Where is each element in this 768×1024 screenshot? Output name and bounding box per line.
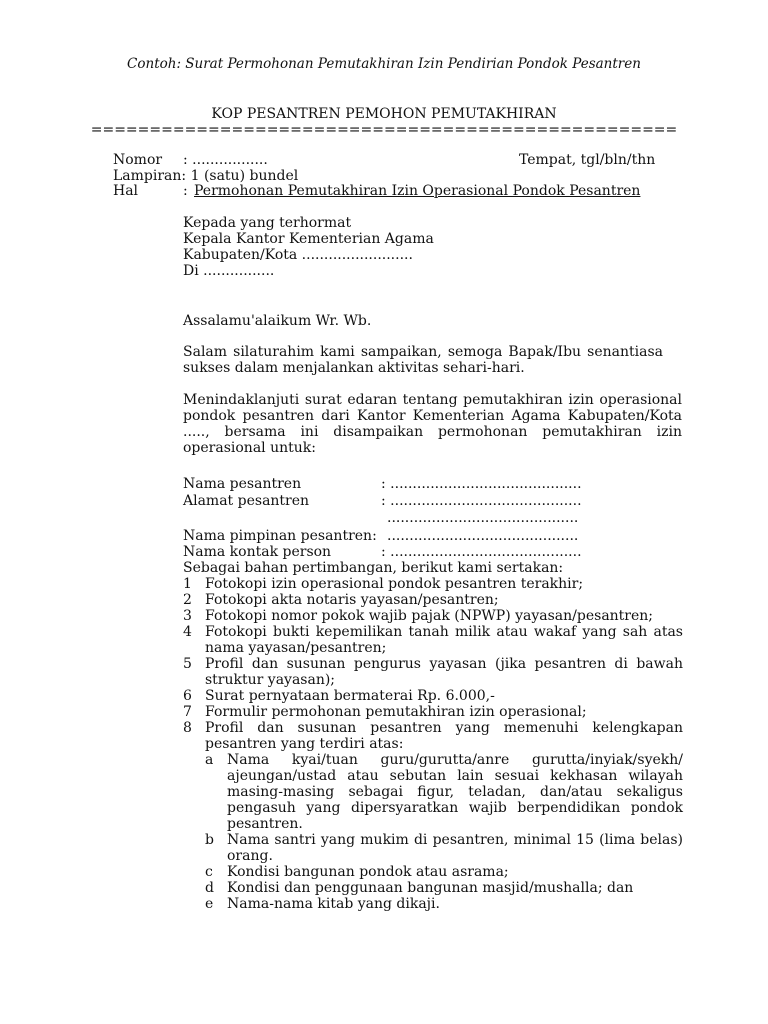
- sub-list-item-text: Kondisi bangunan pondok atau asrama;: [227, 864, 509, 880]
- recipient-line-2: Kepala Kantor Kementerian Agama: [183, 231, 434, 247]
- sub-list-item: [205, 896, 683, 912]
- list-item: [183, 576, 683, 592]
- hal-label: Hal: [113, 183, 139, 199]
- field-kontak-value: : ...........................................: [381, 544, 582, 560]
- nomor-label: Nomor: [113, 152, 163, 168]
- field-alamat-value: : ...........................................: [381, 493, 582, 509]
- sub-list-item-letter: a: [205, 752, 214, 768]
- list-item: [183, 592, 683, 608]
- letterhead-title: KOP PESANTREN PEMOHON PEMUTAKHIRAN: [211, 106, 557, 122]
- list-item-text: Fotokopi nomor pokok wajib pajak (NPWP) yayasan/pesantren;: [205, 608, 654, 624]
- attachment-list: [183, 576, 683, 912]
- list-item-text: Surat pernyataan bermaterai Rp. 6.000,-: [205, 688, 495, 704]
- sub-list-item: [205, 880, 683, 896]
- list-item: [183, 624, 683, 656]
- list-item-number: 2: [183, 592, 192, 608]
- list-item: [183, 656, 683, 688]
- list-item-number: 4: [183, 624, 192, 640]
- list-item-text: Profil dan susunan pesantren yang memenuhi kelengkapan pesantren yang terdiri atas:: [205, 720, 683, 752]
- list-item: [183, 608, 683, 624]
- recipient-line-4: Di ................: [183, 263, 275, 279]
- hal-colon: :: [183, 183, 188, 199]
- list-item-number: 1: [183, 576, 192, 592]
- sub-list-item-letter: c: [205, 864, 213, 880]
- attachments-intro: Sebagai bahan pertimbangan, berikut kami sertakan:: [183, 560, 564, 576]
- field-pimpinan-value: ...........................................: [387, 528, 579, 544]
- nomor-value: : .................: [183, 152, 268, 168]
- sub-list-item-letter: b: [205, 832, 214, 848]
- sub-list-item-text: Nama kyai/tuan guru/gurutta/anre gurutta/inyiak/syekh/ ajeungan/ustad atau sebutan lain sesuai kekhasan wilayah masing-masing sebagai figur, teladan, dan/atau sekaligus pengasuh yang dipersyaratkan wajib berpendidikan pondok pesantren.: [227, 752, 683, 832]
- sub-list: [183, 752, 683, 912]
- list-item-number: 8: [183, 720, 192, 736]
- list-item: [183, 720, 683, 752]
- field-kontak-label: Nama kontak person: [183, 544, 332, 560]
- recipient-line-1: Kepada yang terhormat: [183, 215, 352, 231]
- field-nama-label: Nama pesantren: [183, 476, 302, 492]
- lampiran: Lampiran: 1 (satu) bundel: [113, 168, 299, 184]
- field-pimpinan-label: Nama pimpinan pesantren:: [183, 528, 377, 544]
- list-item-number: 6: [183, 688, 192, 704]
- sub-list-item: [205, 832, 683, 864]
- list-item-text: Fotokopi akta notaris yayasan/pesantren;: [205, 592, 499, 608]
- sub-list-item-letter: e: [205, 896, 214, 912]
- greeting: Assalamu'alaikum Wr. Wb.: [183, 313, 372, 329]
- list-item: [183, 704, 683, 720]
- sub-list-item-text: Kondisi dan penggunaan bangunan masjid/mushalla; dan: [227, 880, 634, 896]
- sub-list-item-text: Nama-nama kitab yang dikaji.: [227, 896, 440, 912]
- place-date: Tempat, tgl/bln/thn: [519, 152, 656, 168]
- sub-list-item-text: Nama santri yang mukim di pesantren, minimal 15 (lima belas) orang.: [227, 832, 683, 864]
- letterhead-rule: ==================================================: [90, 122, 678, 138]
- paragraph-1: Salam silaturahim kami sampaikan, semoga Bapak/Ibu senantiasa sukses dalam menjalankan aktivitas sehari-hari.: [183, 344, 663, 376]
- list-item-text: Profil dan susunan pengurus yayasan (jika pesantren di bawah struktur yayasan);: [205, 656, 683, 688]
- field-alamat-value-2: ...........................................: [387, 510, 579, 526]
- list-item-number: 3: [183, 608, 192, 624]
- list-item-text: Formulir permohonan pemutakhiran izin operasional;: [205, 704, 587, 720]
- field-alamat-label: Alamat pesantren: [183, 493, 310, 509]
- hal-subject: Permohonan Pemutakhiran Izin Operasional Pondok Pesantren: [194, 183, 641, 199]
- document-caption: Contoh: Surat Permohonan Pemutakhiran Izin Pendirian Pondok Pesantren: [127, 56, 641, 72]
- paragraph-2: Menindaklanjuti surat edaran tentang pemutakhiran izin operasional pondok pesantren dari Kantor Kementerian Agama Kabupaten/Kota ....., bersama ini disampaikan permohonan pemutakhiran izin operasional untuk:: [183, 392, 682, 456]
- list-item-number: 5: [183, 656, 192, 672]
- sub-list-item: [205, 864, 683, 880]
- sub-list-item: [205, 752, 683, 832]
- list-item: [183, 688, 683, 704]
- sub-list-item-letter: d: [205, 880, 214, 896]
- recipient-line-3: Kabupaten/Kota .........................: [183, 247, 413, 263]
- field-nama-value: : ...........................................: [381, 476, 582, 492]
- list-item-text: Fotokopi izin operasional pondok pesantren terakhir;: [205, 576, 584, 592]
- list-item-text: Fotokopi bukti kepemilikan tanah milik atau wakaf yang sah atas nama yayasan/pesantren;: [205, 624, 683, 656]
- list-item-number: 7: [183, 704, 192, 720]
